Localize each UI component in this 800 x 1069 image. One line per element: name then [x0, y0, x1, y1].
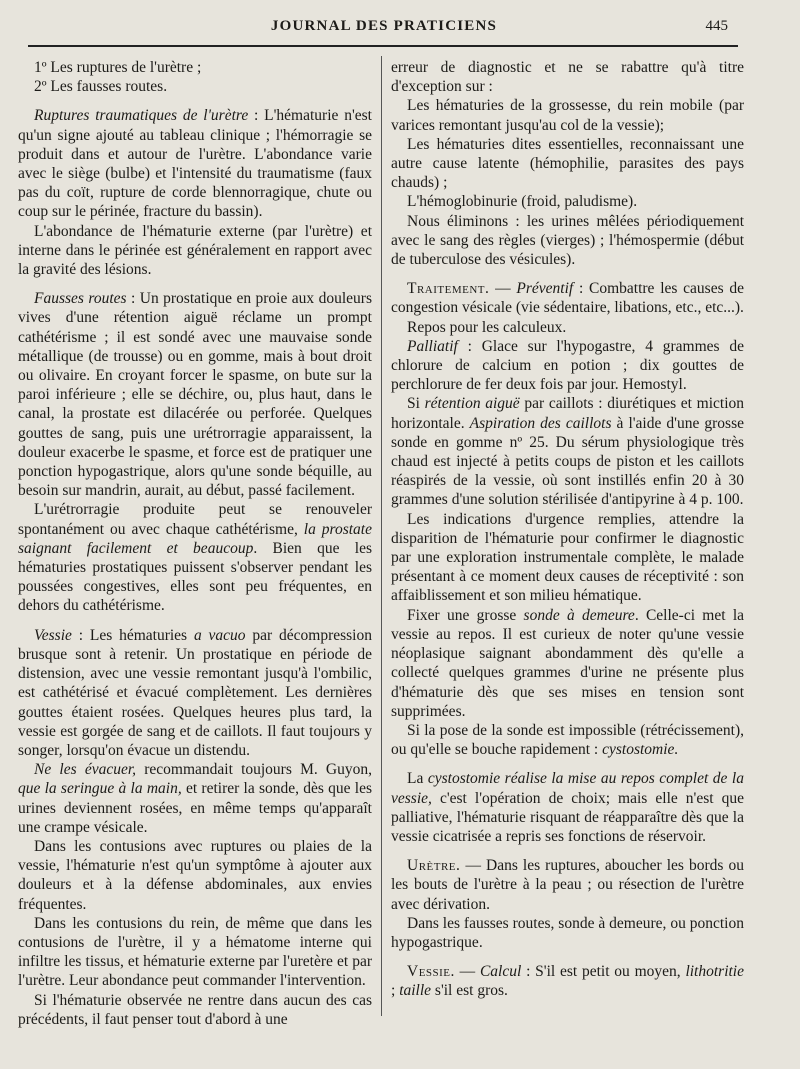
running-header: [28, 18, 740, 40]
section-heading: Vessie: [34, 626, 72, 644]
section-heading: Traitement.: [407, 280, 490, 298]
paragraph: Les hématuries dites essentielles, reconnaissant une autre cause latente (hémophilie, parasites des pays chauds) ;: [391, 135, 744, 192]
right-column: [391, 58, 744, 1001]
column-divider: [381, 56, 382, 1016]
paragraph: Dans les fausses routes, sonde à demeure, ou ponction hypogastrique.: [391, 914, 744, 951]
paragraph: Si la pose de la sonde est impossible (rétrécissement), ou qu'elle se bouche rapidement : cystostomie.: [391, 721, 744, 759]
paragraph: Repos pour les calculeux.: [407, 318, 567, 336]
paragraph-vessie-calcul: Vessie. — Calcul : S'il est petit ou moyen, lithotritie ; taille s'il est gros.: [391, 963, 744, 1000]
paragraph: Dans les contusions du rein, de même que dans les contusions de l'urètre, il y a hématome interne qui infiltre les tissus, et hématurie externe par l'uretère et par l'urètre. Leur abondance peut commander l'intervention.: [18, 914, 372, 990]
paragraph: Ne les évacuer, recommandait toujours M. Guyon, que la seringue à la main, et retirer la sonde, dès que les urines deviennent rosées, en même temps qu'apparaît une crampe vésicale.: [18, 761, 372, 836]
left-column: [18, 58, 372, 1029]
paragraph-ruptures: Ruptures traumatiques de l'urètre : L'hématurie n'est qu'un signe ajouté au tableau clinique ; l'hémorragie se produit dans et autour de l'urètre. L'abondance varie avec le siège (bulbe) et l'intensité du traumatisme (faux pas du coït, rupture de corde blennorragique, chute ou coup sur le périnée, fracture du bassin).: [18, 107, 372, 221]
page-number: 445: [705, 18, 728, 34]
paragraph: L'abondance de l'hématurie externe (par l'urètre) et interne dans le périnée est généralement en rapport avec la gravité des lésions.: [18, 222, 372, 279]
header-rule: [28, 45, 738, 47]
paragraph: Fixer une grosse sonde à demeure. Celle-ci met la vessie au repos. Il est curieux de noter qu'une vessie néoplasique saignant abondamment dès qu'elle a collecté quelques grammes d'urine ne présente plus d'hématurie dès que ses mises en tension sont supprimées.: [391, 606, 745, 720]
section-heading: Urètre.: [407, 857, 461, 875]
paragraph: Les hématuries de la grossesse, du rein mobile (par varices remontant jusqu'au col de la vessie);: [391, 97, 744, 134]
paragraph: Les indications d'urgence remplies, attendre la disparition de l'hématurie pour confirmer le diagnostic par une exploration instrumentale complète, le malade présentant à ce moment deux causes de réceptivité : son affaiblissement et son milieu hématique.: [391, 510, 744, 605]
section-heading: Ruptures traumatiques de l'urètre: [34, 107, 249, 125]
paragraph: Dans les contusions avec ruptures ou plaies de la vessie, l'hématurie n'est qu'un symptôme à ajouter aux douleurs et à la défense abdominales, aux envies fréquentes.: [18, 837, 372, 913]
paragraph: Si rétention aiguë par caillots : diurétiques et miction horizontale. Aspiration des caillots à l'aide d'une grosse sonde en gomme nº 25. Du sérum physiologique très chaud est injecté à petits coups de piston et les caillots réaspirés de la vessie, où sont instillés enfin 20 à 30 grammes d'une solution stérilisée d'antipyrine à 4 p. 100.: [391, 395, 744, 509]
paragraph: Palliatif : Glace sur l'hypogastre, 4 grammes de chlorure de calcium en potion ; dix gouttes de perchlorure de fer deux fois par jour. Hemostyl.: [391, 337, 744, 394]
list-item-ruptures: 1º Les ruptures de l'urètre ;: [34, 59, 202, 76]
paragraph-traitement: Traitement. — Préventif : Combattre les causes de congestion vésicale (vie sédentaire, libations, etc., etc...).: [391, 280, 744, 317]
paragraph: L'urétrorragie produite peut se renouveler spontanément ou avec chaque cathétérisme, la prostate saignant facilement et beaucoup. Bien que les hématuries prostatiques puissent s'observer pendant les poussées congestives, elles sont peu fréquentes, en dehors du cathétérisme.: [18, 501, 372, 615]
paragraph-fausses-routes: Fausses routes : Un prostatique en proie aux douleurs vives d'une rétention aiguë réclame un prompt cathétérisme ; il est sondé avec une mauvaise sonde métallique (de trousse) ou en gomme, mais à bout droit ou olivaire. En croyant forcer le spasme, on bute sur la paroi inférieure ; elle se déchire, ou, plus haut, dans le canal, la prostate est dilacérée ou perforée. Quelques gouttes de sang, puis une urétrorragie apparaissent, la douleur exacerbe le spasme, et force est de pratiquer une ponction hypogastrique, alors qu'une sonde béquille, au besoin sur mandrin, aurait, au début, passé facilement.: [18, 290, 372, 500]
section-heading: Vessie.: [407, 963, 455, 981]
paragraph: erreur de diagnostic et ne se rabattre qu'à titre d'exception sur :: [391, 59, 744, 96]
paragraph: La cystostomie réalise la mise au repos complet de la vessie, c'est l'opération de choix; mais elle n'est que palliative, l'hématurie risquant de réapparaître dès que la vessie cicatrisée a repris ses fonctions de réservoir.: [391, 770, 744, 845]
paragraph-vessie: Vessie : Les hématuries a vacuo par décompression brusque sont à retenir. Un prostatique en période de distension, avec une vessie remontant jusqu'à l'ombilic, est cathétérisé et évacué complètement. Les dernières gouttes étaient rosées. Quelques heures plus tard, la vessie est gorgée de sang et de caillots. Il faut toujours y songer, lorsqu'on évacue un distendu.: [18, 626, 372, 759]
paragraph: Nous éliminons : les urines mêlées périodiquement avec le sang des règles (vierges) ; l'hémospermie (début de tuberculose des vésicules).: [391, 212, 744, 269]
paragraph: Si l'hématurie observée ne rentre dans aucun des cas précédents, il faut penser tout d'abord à une: [18, 991, 372, 1028]
paragraph: L'hémoglobinurie (froid, paludisme).: [407, 193, 638, 211]
section-heading: Fausses routes: [34, 290, 127, 308]
paragraph-uretre: Urètre. — Dans les ruptures, aboucher les bords ou les bouts de l'urètre à la peau ; ou résection de l'urètre avec dérivation.: [391, 857, 744, 913]
list-item-fausses-routes: 2º Les fausses routes.: [34, 78, 168, 96]
journal-title: JOURNAL DES PRATICIENS: [270, 18, 498, 34]
